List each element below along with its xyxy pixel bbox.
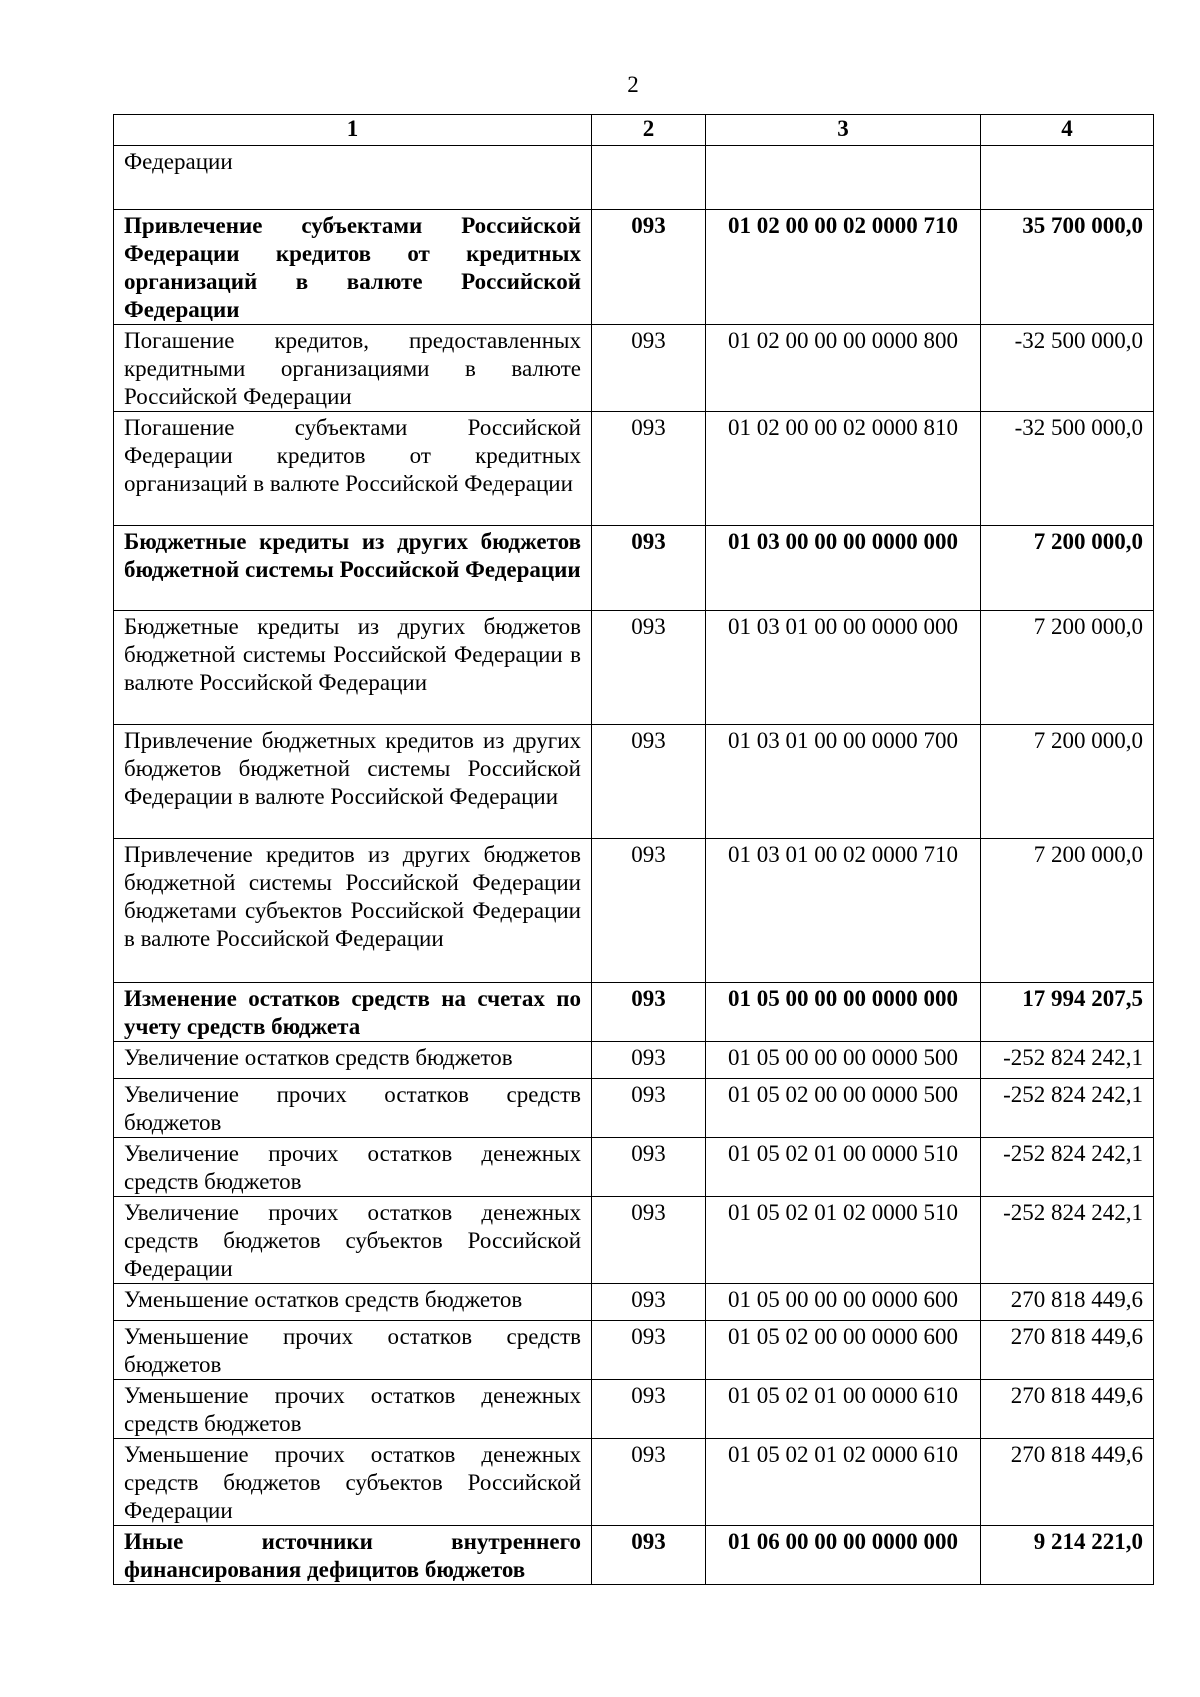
amount-cell	[981, 146, 1154, 210]
admin-code-cell: 093	[592, 1042, 706, 1079]
amount-cell: 7 200 000,0	[981, 839, 1154, 983]
source-name-cell: Уменьшение прочих остатков средств бюджетов	[114, 1321, 592, 1380]
amount-cell: -32 500 000,0	[981, 412, 1154, 526]
table-row	[114, 1321, 1154, 1380]
source-name-cell: Увеличение остатков средств бюджетов	[114, 1042, 592, 1079]
amount-cell: 17 994 207,5	[981, 983, 1154, 1042]
amount-cell: 270 818 449,6	[981, 1439, 1154, 1526]
source-name-cell: Привлечение субъектами Российской Федерации кредитов от кредитных организаций в валюте Российской Федерации	[114, 210, 592, 325]
source-name-cell: Федерации	[114, 146, 592, 210]
budget-code-cell: 01 02 00 00 02 0000 710	[706, 210, 981, 325]
budget-code-cell: 01 03 01 00 00 0000 700	[706, 725, 981, 839]
admin-code-cell: 093	[592, 1321, 706, 1380]
source-name-cell: Изменение остатков средств на счетах по учету средств бюджета	[114, 983, 592, 1042]
source-name-cell: Иные источники внутреннего финансирования дефицитов бюджетов	[114, 1526, 592, 1585]
table-row	[114, 1079, 1154, 1138]
table-body	[114, 146, 1154, 1585]
table-row	[114, 1284, 1154, 1321]
source-name-cell: Бюджетные кредиты из других бюджетов бюджетной системы Российской Федерации в валюте Российской Федерации	[114, 611, 592, 725]
table-row	[114, 1042, 1154, 1079]
admin-code-cell: 093	[592, 725, 706, 839]
budget-code-cell: 01 03 01 00 02 0000 710	[706, 839, 981, 983]
amount-cell: 7 200 000,0	[981, 611, 1154, 725]
budget-code-cell: 01 03 00 00 00 0000 000	[706, 526, 981, 611]
budget-code-cell: 01 05 02 01 02 0000 510	[706, 1197, 981, 1284]
source-name-cell: Увеличение прочих остатков денежных средств бюджетов субъектов Российской Федерации	[114, 1197, 592, 1284]
budget-code-cell: 01 05 00 00 00 0000 600	[706, 1284, 981, 1321]
source-name-cell: Бюджетные кредиты из других бюджетов бюджетной системы Российской Федерации	[114, 526, 592, 611]
admin-code-cell: 093	[592, 983, 706, 1042]
amount-cell: 270 818 449,6	[981, 1321, 1154, 1380]
admin-code-cell: 093	[592, 1197, 706, 1284]
admin-code-cell: 093	[592, 1439, 706, 1526]
source-name-cell: Уменьшение прочих остатков денежных средств бюджетов	[114, 1380, 592, 1439]
budget-code-cell: 01 02 00 00 02 0000 810	[706, 412, 981, 526]
amount-cell: -32 500 000,0	[981, 325, 1154, 412]
admin-code-cell: 093	[592, 325, 706, 412]
source-name-cell: Погашение кредитов, предоставленных кредитными организациями в валюте Российской Федерации	[114, 325, 592, 412]
budget-code-cell: 01 02 00 00 00 0000 800	[706, 325, 981, 412]
budget-code-cell: 01 05 02 01 00 0000 510	[706, 1138, 981, 1197]
amount-cell: 270 818 449,6	[981, 1380, 1154, 1439]
table-row	[114, 412, 1154, 526]
table-row	[114, 1380, 1154, 1439]
admin-code-cell	[592, 146, 706, 210]
admin-code-cell: 093	[592, 412, 706, 526]
table-row	[114, 725, 1154, 839]
admin-code-cell: 093	[592, 1380, 706, 1439]
table-row	[114, 325, 1154, 412]
admin-code-cell: 093	[592, 1079, 706, 1138]
header-col-1: 1	[114, 115, 592, 146]
admin-code-cell: 093	[592, 210, 706, 325]
table-header-row	[114, 115, 1154, 146]
table-row	[114, 839, 1154, 983]
source-name-cell: Уменьшение прочих остатков денежных средств бюджетов субъектов Российской Федерации	[114, 1439, 592, 1526]
amount-cell: 9 214 221,0	[981, 1526, 1154, 1585]
budget-sources-table	[113, 114, 1154, 1585]
table-row	[114, 1526, 1154, 1585]
table-row	[114, 1197, 1154, 1284]
source-name-cell: Увеличение прочих остатков денежных средств бюджетов	[114, 1138, 592, 1197]
amount-cell: 7 200 000,0	[981, 725, 1154, 839]
page-number: 2	[627, 72, 639, 97]
amount-cell: 7 200 000,0	[981, 526, 1154, 611]
admin-code-cell: 093	[592, 1138, 706, 1197]
budget-code-cell: 01 05 02 00 00 0000 600	[706, 1321, 981, 1380]
source-name-cell: Привлечение бюджетных кредитов из других бюджетов бюджетной системы Российской Федерации в валюте Российской Федерации	[114, 725, 592, 839]
header-col-4: 4	[981, 115, 1154, 146]
amount-cell: -252 824 242,1	[981, 1042, 1154, 1079]
table-row	[114, 1138, 1154, 1197]
source-name-cell: Погашение субъектами Российской Федерации кредитов от кредитных организаций в валюте Российской Федерации	[114, 412, 592, 526]
amount-cell: 35 700 000,0	[981, 210, 1154, 325]
table-row	[114, 983, 1154, 1042]
table-row	[114, 146, 1154, 210]
budget-code-cell: 01 05 00 00 00 0000 500	[706, 1042, 981, 1079]
header-col-3: 3	[706, 115, 981, 146]
budget-code-cell: 01 06 00 00 00 0000 000	[706, 1526, 981, 1585]
admin-code-cell: 093	[592, 839, 706, 983]
budget-code-cell: 01 05 02 01 02 0000 610	[706, 1439, 981, 1526]
admin-code-cell: 093	[592, 526, 706, 611]
budget-code-cell: 01 05 00 00 00 0000 000	[706, 983, 981, 1042]
source-name-cell: Привлечение кредитов из других бюджетов бюджетной системы Российской Федерации бюджетами субъектов Российской Федерации в валюте Российской Федерации	[114, 839, 592, 983]
budget-code-cell: 01 05 02 00 00 0000 500	[706, 1079, 981, 1138]
budget-code-cell: 01 03 01 00 00 0000 000	[706, 611, 981, 725]
table-row	[114, 611, 1154, 725]
admin-code-cell: 093	[592, 1526, 706, 1585]
table-row	[114, 526, 1154, 611]
amount-cell: -252 824 242,1	[981, 1197, 1154, 1284]
budget-code-cell	[706, 146, 981, 210]
source-name-cell: Уменьшение остатков средств бюджетов	[114, 1284, 592, 1321]
source-name-cell: Увеличение прочих остатков средств бюджетов	[114, 1079, 592, 1138]
amount-cell: 270 818 449,6	[981, 1284, 1154, 1321]
amount-cell: -252 824 242,1	[981, 1079, 1154, 1138]
table-row	[114, 1439, 1154, 1526]
budget-code-cell: 01 05 02 01 00 0000 610	[706, 1380, 981, 1439]
admin-code-cell: 093	[592, 611, 706, 725]
table-row	[114, 210, 1154, 325]
header-col-2: 2	[592, 115, 706, 146]
admin-code-cell: 093	[592, 1284, 706, 1321]
amount-cell: -252 824 242,1	[981, 1138, 1154, 1197]
